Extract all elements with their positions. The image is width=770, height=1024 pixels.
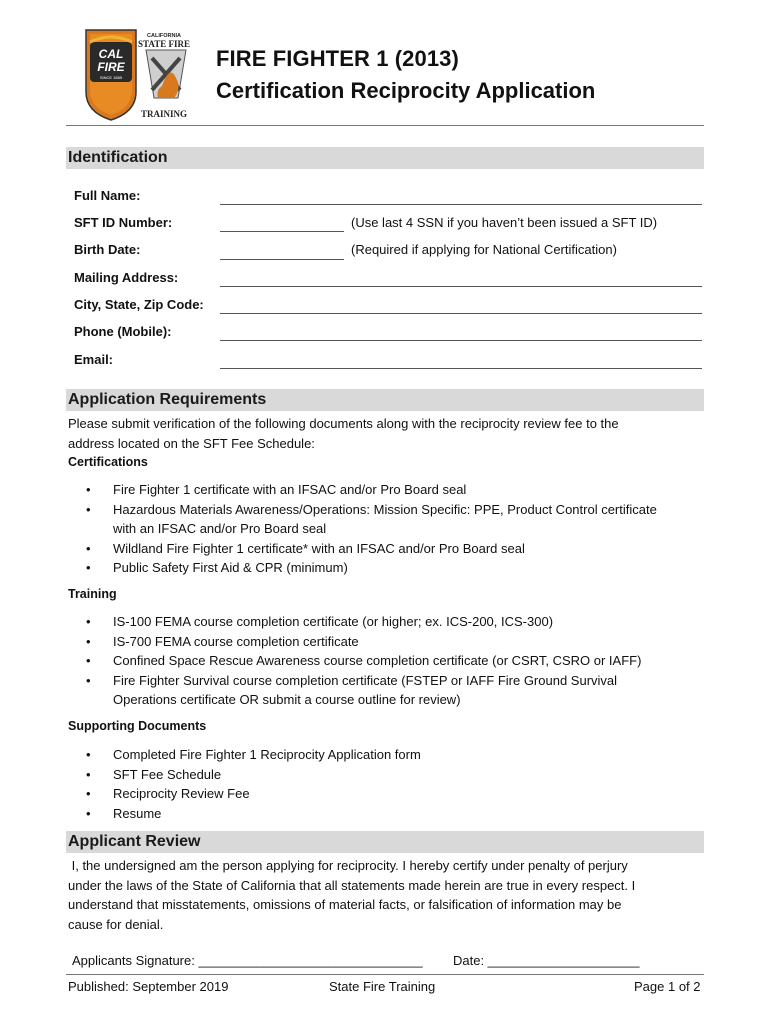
supporting-documents-heading: Supporting Documents [68, 719, 207, 733]
certifications-heading: Certifications [68, 455, 148, 469]
training-list [86, 612, 706, 710]
list-item: • IS-700 FEMA course completion certificate [86, 632, 706, 652]
list-item: • Public Safety First Aid & CPR (minimum) [86, 558, 706, 578]
list-item: • Completed Fire Fighter 1 Reciprocity Application form [86, 745, 706, 765]
identification-heading: Identification [66, 147, 704, 169]
mailing-address-field[interactable] [220, 286, 702, 287]
list-item: • Fire Fighter Survival course completion certificate (FSTEP or IAFF Fire Ground Survival Operations certificate OR submit a course outline for review) [86, 671, 706, 710]
date-field[interactable]: Date: _____________________ [453, 953, 640, 968]
birth-date-note: (Required if applying for National Certification) [351, 242, 617, 257]
sft-id-note: (Use last 4 SSN if you haven’t been issued a SFT ID) [351, 215, 658, 230]
phone-label: Phone (Mobile): [74, 324, 172, 339]
svg-text:TRAINING: TRAINING [140, 109, 188, 119]
review-text-line2: under the laws of the State of California that all statements made herein are true in every respect. I [68, 878, 636, 893]
list-item: • Fire Fighter 1 certificate with an IFSAC and/or Pro Board seal [86, 480, 706, 500]
certifications-list [86, 480, 706, 578]
phone-field[interactable] [220, 340, 702, 341]
list-item: • Resume [86, 804, 706, 824]
email-field[interactable] [220, 368, 702, 369]
training-heading: Training [68, 587, 117, 601]
signature-field[interactable]: Applicants Signature: _______________________________ [72, 953, 423, 968]
svg-text:STATE FIRE: STATE FIRE [138, 39, 190, 49]
list-item: • Confined Space Rescue Awareness course completion certificate (or CSRT, CSRO or IAFF) [86, 651, 706, 671]
sft-id-label: SFT ID Number: [74, 215, 173, 230]
svg-text:CALIFORNIA: CALIFORNIA [147, 33, 181, 39]
footer-published: Published: September 2019 [68, 979, 229, 994]
svg-text:CAL: CAL [98, 47, 124, 61]
svg-text:FIRE: FIRE [97, 60, 125, 74]
review-text-line4: cause for denial. [68, 917, 164, 932]
list-item: • IS-100 FEMA course completion certificate (or higher; ex. ICS-200, ICS-300) [86, 612, 706, 632]
list-item: • Wildland Fire Fighter 1 certificate* with an IFSAC and/or Pro Board seal [86, 539, 706, 559]
list-item: • Reciprocity Review Fee [86, 784, 706, 804]
requirements-intro-line1: Please submit verification of the following documents along with the reciprocity review fee to the [68, 416, 619, 431]
requirements-heading: Application Requirements [66, 389, 704, 411]
form-subtitle: Certification Reciprocity Application [216, 78, 596, 103]
review-text-line3: understand that misstatements, omissions of material facts, or falsification of information may be [68, 897, 622, 912]
sft-id-field[interactable] [220, 231, 344, 232]
footer-organization: State Fire Training [329, 979, 436, 994]
full-name-field[interactable] [220, 204, 702, 205]
footer-divider [66, 974, 704, 975]
city-state-zip-label: City, State, Zip Code: [74, 297, 204, 312]
form-title: FIRE FIGHTER 1 (2013) [216, 46, 459, 71]
review-text-line1: I, the undersigned am the person applying for reciprocity. I hereby certify under penalty of perjury [68, 858, 628, 873]
supporting-documents-list [86, 745, 706, 823]
list-item: • Hazardous Materials Awareness/Operations: Mission Specific: PPE, Product Control certificate with an IFSAC and/or Pro Board seal [86, 500, 706, 539]
header-divider [66, 125, 704, 126]
state-fire-training-logo [78, 28, 196, 122]
applicant-review-heading: Applicant Review [66, 831, 704, 853]
footer-page-number: Page 1 of 2 [634, 979, 701, 994]
email-label: Email: [74, 352, 114, 367]
requirements-intro-line2: address located on the SFT Fee Schedule: [68, 436, 315, 451]
full-name-label: Full Name: [74, 188, 141, 203]
list-item: • SFT Fee Schedule [86, 765, 706, 785]
svg-text:SINCE 1885: SINCE 1885 [99, 75, 123, 80]
birth-date-label: Birth Date: [74, 242, 141, 257]
city-state-zip-field[interactable] [220, 313, 702, 314]
mailing-address-label: Mailing Address: [74, 270, 179, 285]
birth-date-field[interactable] [220, 259, 344, 260]
